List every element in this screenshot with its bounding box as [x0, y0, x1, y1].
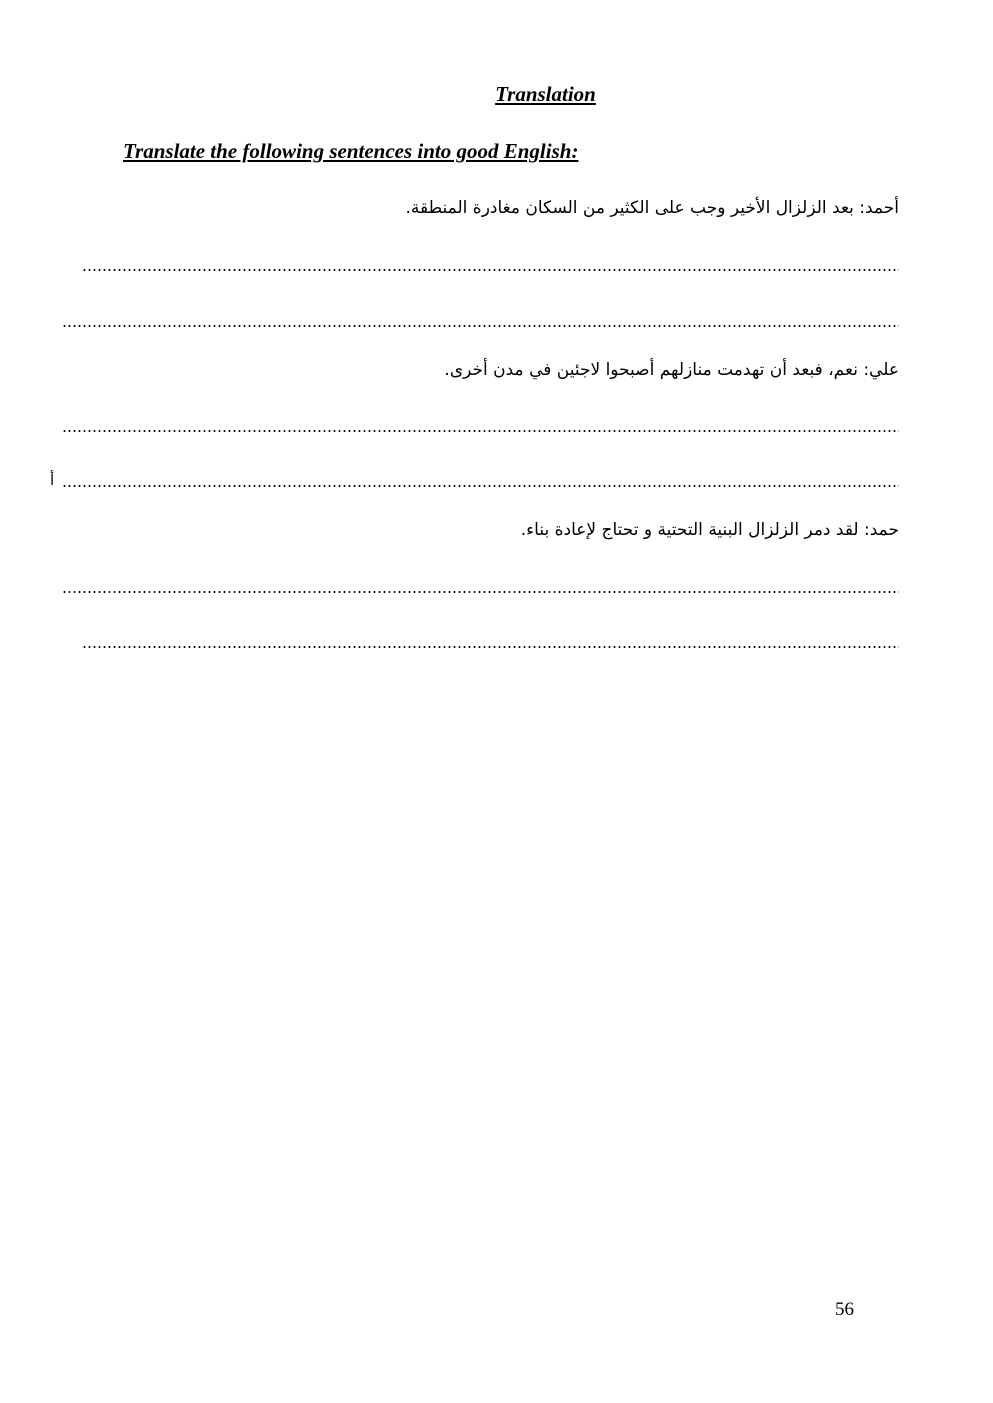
- page-number: 56: [835, 1299, 854, 1320]
- instruction-heading: Translate the following sentences into good English:: [123, 139, 579, 163]
- answer-line-1b[interactable]: [62, 310, 899, 330]
- answer-line-1a[interactable]: [82, 254, 899, 274]
- answer-line-3b[interactable]: [82, 631, 899, 651]
- answer-line-2a[interactable]: [62, 415, 899, 435]
- arabic-sentence-1: أحمد: بعد الزلزال الأخير وجب على الكثير من السكان مغادرة المنطقة.: [405, 198, 899, 218]
- page-title: Translation: [495, 82, 596, 106]
- arabic-sentence-3: حمد: لقد دمر الزلزال البنية التحتية و تحتاج لإعادة بناء.: [520, 520, 899, 540]
- answer-line-2b[interactable]: [50, 470, 899, 490]
- answer-line-3a[interactable]: [62, 576, 899, 596]
- arabic-sentence-2: علي: نعم، فبعد أن تهدمت منازلهم أصبحوا لاجئين في مدن أخرى.: [444, 360, 899, 380]
- stray-mark: أ: [50, 471, 55, 489]
